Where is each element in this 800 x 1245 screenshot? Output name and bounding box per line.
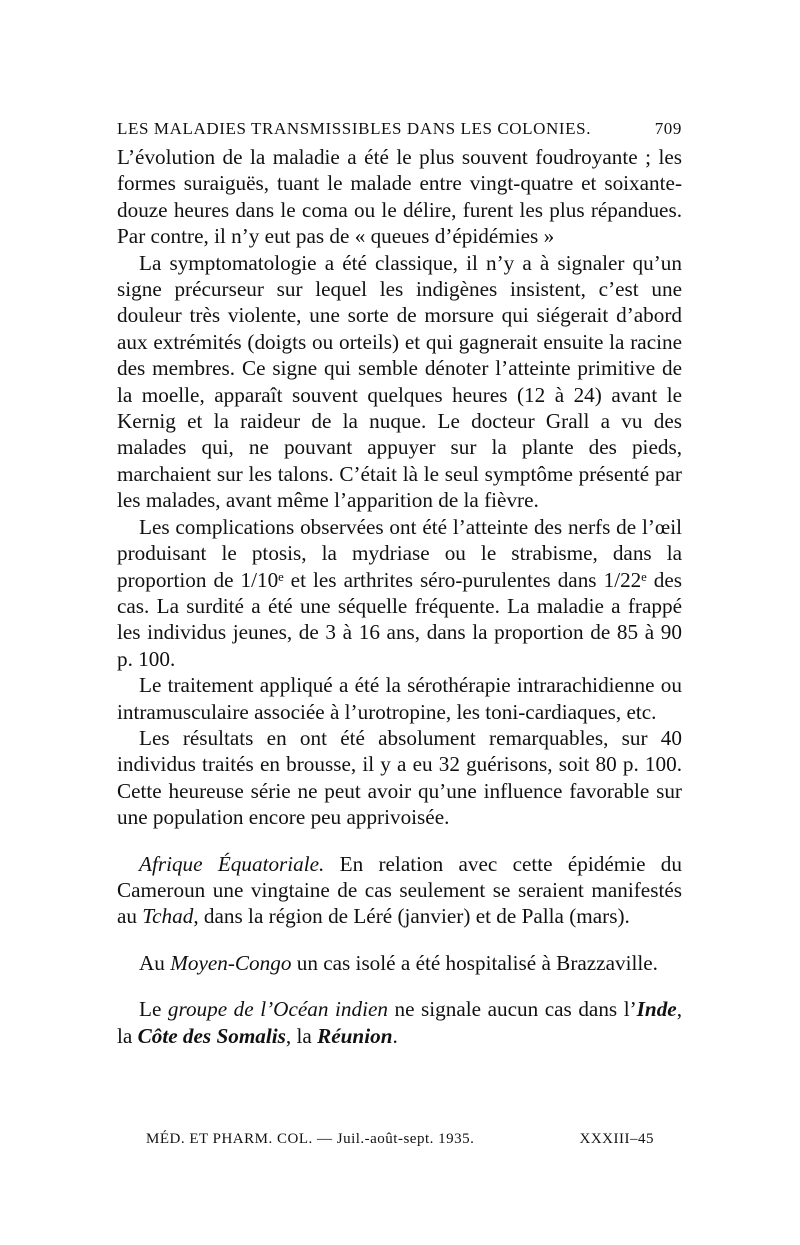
- place-moyen-congo: Moyen-Congo: [170, 950, 292, 975]
- group-ocean-indien: groupe de l’Océan indien: [167, 997, 388, 1022]
- place-inde: Inde: [636, 997, 677, 1022]
- region-afrique-equatoriale: Afrique Équatoriale.: [139, 851, 325, 876]
- running-head: [117, 114, 682, 144]
- page-body: [117, 114, 682, 1049]
- paragraph-symptomatology: La symptomatologie a été classique, il n’y a à signaler qu’un signe précurseur sur lequel les indigènes insistent, c’est une douleur très violente, une sorte de morsure qui siégerait d’abord aux extrémités (doigts ou orteils) et qui gagnerait ensuite la racine des membres. Ce signe qui semble dénoter l’atteinte primitive de la moelle, apparaît souvent quelques heures (12 à 24) avant le Kernig et la raideur de la nuque. Le docteur Grall a vu des malades qui, ne pouvant appuyer sur la plante des pieds, marchaient sur les talons. C’était là le seul symptôme présenté par les malades, avant même l’apparition de la fièvre.: [117, 250, 682, 513]
- place-reunion: Réunion: [317, 1023, 393, 1048]
- running-title: LES MALADIES TRANSMISSIBLES DANS LES COLONIES.: [117, 119, 592, 138]
- paragraph-evolution: L’évolution de la maladie a été le plus souvent foudroyante ; les formes suraiguës, tuant le malade entre vingt-quatre et soixante-douze heures dans le coma ou le délire, furent les plus répandues. Par contre, il n’y eut pas de « queues d’épidémies »: [117, 145, 682, 249]
- paragraph-results: Les résultats en ont été absolument remarquables, sur 40 individus traités en brousse, il y a eu 32 guérisons, soit 80 p. 100. Cette heureuse série ne peut avoir qu’une influence favorable sur une population encore peu apprivoisée.: [117, 725, 682, 830]
- paragraph-complications: Les complications observées ont été l’atteinte des nerfs de l’œil produisant le ptosis, la mydriase ou le strabisme, dans la proportion de 1/10ᵉ et les arthrites séro-purulentes dans 1/22ᵉ des cas. La surdité a été une séquelle fréquente. La maladie a frappé les individus jeunes, de 3 à 16 ans, dans la proportion de 85 à 90 p. 100.: [117, 514, 682, 671]
- page-number: 709: [654, 119, 682, 138]
- paragraph-afrique-equatoriale: Afrique Équatoriale. En relation avec cette épidémie du Cameroun une vingtaine de cas seulement se seraient manifestés au Tchad, dans la région de Léré (janvier) et de Palla (mars).: [117, 851, 682, 929]
- paragraph-treatment: Le traitement appliqué a été la sérothérapie intrarachidienne ou intramusculaire associée à l’urotropine, les toni-cardiaques, etc.: [117, 673, 682, 724]
- paragraph-ocean-indien: Le groupe de l’Océan indien ne signale aucun cas dans l’Inde, la Côte des Somalis, la Réunion.: [117, 997, 682, 1048]
- place-tchad: Tchad: [142, 904, 194, 929]
- paragraph-moyen-congo: Au Moyen-Congo un cas isolé a été hospitalisé à Brazzaville.: [139, 950, 658, 975]
- footer-signature: XXXIII–45: [579, 1131, 654, 1147]
- page-footer: [146, 1131, 654, 1148]
- place-cote-des-somalis: Côte des Somalis: [137, 1023, 286, 1048]
- footer-citation: MÉD. ET PHARM. COL. — Juil.-août-sept. 1935.: [146, 1131, 475, 1147]
